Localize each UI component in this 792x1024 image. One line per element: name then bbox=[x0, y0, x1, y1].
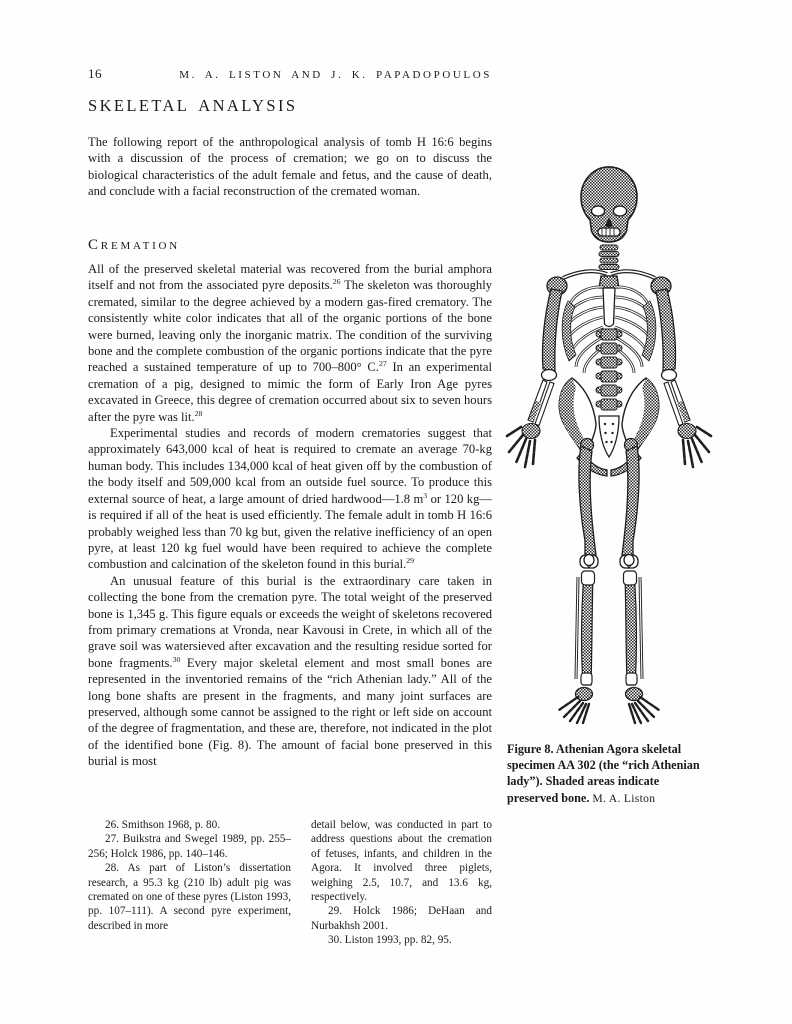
paragraph-cremation-3: An unusual feature of this burial is the extraordinary care taken in collecting the bone from the cremation pyre. The total weight of the preserved bone is 1,345 g. This figure equals or exceeds the weight of skeletons recovered from primary cremations at Vronda, near Kavousi in Crete, in which all of the grave soil was watersieved after excavation and the resulting residue sorted for bone fragments.$^{30}$ Every major skeletal element and most small bones are represented in the inventoried remains of the “rich Athenian lady.” All of the long bone shafts are present in the fragments, and many joint surfaces are preserved, although some cannot be assigned to the right or left side on account of the degree of fragmentation, and these are, therefore, not indicated in the plot of the identified bone (Fig. 8). The amount of facial bone preserved in this burial is most bbox=[88, 573, 492, 769]
footnote-26: 26. Smithson 1968, p. 80. bbox=[105, 819, 220, 831]
running-head-authors: M. A. LISTON AND J. K. PAPADOPOULOS bbox=[179, 69, 492, 81]
footnotes-column-right bbox=[311, 818, 492, 948]
skeleton-illustration bbox=[497, 161, 727, 736]
page-number: 16 bbox=[88, 66, 102, 81]
section-title: SKELETAL ANALYSIS bbox=[88, 96, 298, 115]
figure-caption bbox=[507, 741, 705, 807]
footnote-30: 30. Liston 1993, pp. 82, 95. bbox=[328, 934, 452, 947]
footnote-28: 28. As part of Liston’s dissertation research, a 95.3 kg (210 lb) adult pig was cremated on one of these pyres (Liston 1993, pp. 107–111). A second pyre experiment, described in more bbox=[88, 862, 291, 932]
paragraph-cremation-1: All of the preserved skeletal material was recovered from the burial amphora itself and not from the associated pyre deposits.$^{26}$ The skeleton was thoroughly cremated, similar to the degree achieved by a modern gas-fired crematory. The consistently white color indicates that all of the organic portions of the bone were burned, leaving only the inorganic matrix. The condition of the surviving bone and the complete combustion of the organic portions indicate that the pyre reached a sustained temperature of up to 700–800° C.$^{27}$ In an experimental cremation of a pig, designed to mimic the form of Early Iron Age pyres excavated in Greece, this degree of cremation occurred about six to seven hours after the pyre was lit.$^{28}$ bbox=[88, 262, 492, 424]
figure-caption-credit: M. A. Liston bbox=[592, 791, 656, 805]
footnotes-block bbox=[88, 818, 492, 948]
footnote-27: 27. Buikstra and Swegel 1989, pp. 255–256; Holck 1986, pp. 140–146. bbox=[88, 833, 291, 860]
figure-caption-text: Figure 8. Athenian Agora skeletal specimen AA 302 (the “rich Athenian lady”). Shaded areas indicate preserved bone. bbox=[507, 742, 700, 805]
subsection-title-cremation: Cremation bbox=[88, 237, 181, 253]
figure-8-skeleton bbox=[497, 161, 727, 736]
paragraph-cremation-2: Experimental studies and records of modern crematories suggest that approximately 643,000 kcal of heat is required to cremate an average 70-kg human body. This includes 134,000 kcal of heat given off by the combustion of the body itself and 509,000 kcal from an outside fuel source. To produce this external source of heat, a large amount of dried hardwood—1.8 $m^3$ or 120 kg—is required if all of the heat is used efficiently. The female adult in tomb H 16:6 probably weighed less than 70 kg but, given the relative inefficiency of an open pyre, at least 120 kg fuel would have been required to achieve the complete combustion and calcination of the skeleton found in this burial.$^{29}$ bbox=[88, 426, 492, 572]
footnote-28-continued: detail below, was conducted in part to address questions about the cremation of fetuses, infants, and children in the Agora. It involved three piglets, weighing 2.5, 10.7, and 13.6 kg, respectively. bbox=[311, 819, 492, 904]
footnotes-column-left bbox=[88, 818, 291, 948]
body-text-column bbox=[88, 261, 492, 817]
footnote-29: 29. Holck 1986; DeHaan and Nurbakhsh 2001. bbox=[311, 905, 492, 932]
intro-paragraph: The following report of the anthropological analysis of tomb H 16:6 begins with a discussion of the process of cremation; we go on to discuss the biological characteristics of the adult female and fetus, and the cause of death, and conclude with a facial reconstruction of the cremated woman. bbox=[88, 135, 492, 199]
running-header bbox=[88, 66, 492, 82]
